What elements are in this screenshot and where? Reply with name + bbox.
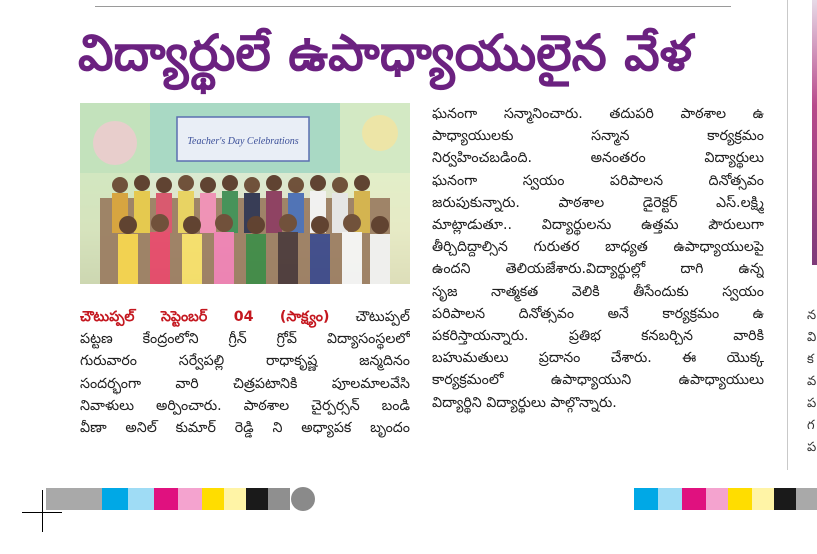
article-line: బహుమతులు ప్రదానం చేశారు. ఈ యొక్క xyxy=(432,350,764,367)
fragment-char: ప xyxy=(807,396,817,411)
adjacent-column-fragment xyxy=(807,305,817,459)
dateline: చౌటుప్పల్ సెప్టెంబర్ 04 (సాక్ష్యం) xyxy=(80,309,330,325)
swatch-yellow xyxy=(728,488,752,510)
swatch-gray xyxy=(796,488,817,510)
fragment-char: న xyxy=(807,308,817,323)
article-body-left xyxy=(80,306,410,439)
swatch-light-cyan xyxy=(658,488,682,510)
swatch-cyan xyxy=(634,488,658,510)
article-line: తీర్చిదిద్దాల్సిన గురుతర బాధ్యత ఉపాధ్యాయులపై xyxy=(432,239,764,256)
article-line: పకరిస్తాయన్నారు. ప్రతిభ కనబర్చిన వారికి xyxy=(432,328,764,345)
article-line: గురువారం సర్వేపల్లి రాధాకృష్ణ జన్మదినం xyxy=(80,353,410,370)
swatch-gray xyxy=(46,488,102,510)
fragment-char: వి xyxy=(807,330,817,345)
article-line: కార్యక్రమంలో ఉపాధ్యాయుని ఉపాధ్యాయులు xyxy=(432,372,764,389)
article-line: పాధ్యాయులకు సన్మాన కార్యక్రమం xyxy=(432,128,764,145)
color-bar-right xyxy=(634,488,817,510)
color-bar-left xyxy=(46,488,290,510)
fragment-char: గ xyxy=(807,418,815,433)
registration-dot xyxy=(291,487,315,511)
fragment-char: వ xyxy=(807,374,817,389)
fragment-char: క xyxy=(807,352,814,367)
swatch-light-magenta xyxy=(178,488,202,510)
swatch-light-yellow xyxy=(224,488,246,510)
swatch-cyan xyxy=(102,488,128,510)
article-line: ఘనంగా స్వయం పరిపాలన దినోత్సవం xyxy=(432,172,764,189)
article-line: పట్టణ కేంద్రంలోని గ్రీన్ గ్రోవ్ విద్యాసంస్థలలో xyxy=(80,331,410,348)
swatch-light-cyan xyxy=(128,488,154,510)
crop-mark-vertical xyxy=(42,490,43,532)
article-line: నివాళులు అర్పించారు. పాఠశాల చైర్పర్సన్ బండి xyxy=(80,397,410,414)
swatch-light-magenta xyxy=(706,488,728,510)
article-line: చౌటుప్పల్ xyxy=(355,309,410,325)
swatch-mid-gray xyxy=(268,488,290,510)
group-photo-illustration xyxy=(80,103,410,284)
article-line: మాట్లాడుతూ.. విద్యార్థులను ఉత్తమ పౌరులుగా xyxy=(432,217,764,234)
article-first-line xyxy=(80,306,410,328)
swatch-yellow xyxy=(202,488,224,510)
photo-banner-text: Teacher's Day Celebrations xyxy=(187,136,299,147)
article-line: పరిపాలన దినోత్సవం అనే కార్యక్రమం ఉ xyxy=(432,305,764,322)
article-line: ఘనంగా సన్మానించారు. తదుపరి పాఠశాల ఉ xyxy=(432,106,764,122)
article-line: నిర్వహించబడింది. అనంతరం విద్యార్థులు xyxy=(432,150,764,167)
article-line: ఉందని తెలియజేశారు.విద్యార్థుల్లో దాగి ఉన్న xyxy=(432,261,764,278)
swatch-black xyxy=(774,488,796,510)
swatch-light-yellow xyxy=(752,488,774,510)
swatch-black xyxy=(246,488,268,510)
fragment-char: ప xyxy=(807,440,817,455)
article-line: జరుపుకున్నారు. పాఠశాల డైరెక్టర్ ఎస్.లక్ష్మి xyxy=(432,194,764,211)
top-rule xyxy=(95,6,731,7)
adjacent-article-photo-edge xyxy=(812,0,817,265)
column-divider xyxy=(787,0,788,470)
article-photo xyxy=(80,103,410,284)
article-line: సందర్భంగా వారి చిత్రపటానికి పూలమాలవేసి xyxy=(80,375,410,392)
article-line: విద్యార్థిని విద్యార్థులు పాల్గొన్నారు. xyxy=(432,394,617,411)
article-line: సృజ నాత్మకత వెలికి తీసేందుకు స్వయం xyxy=(432,283,764,300)
article-body-right xyxy=(432,103,764,414)
article-line: వీణా అనిల్ కుమార్ రెడ్డి ని అధ్యాపక బృందం xyxy=(80,420,410,437)
swatch-magenta xyxy=(682,488,706,510)
swatch-magenta xyxy=(154,488,178,510)
headline: విద్యార్థులే ఉపాధ్యాయులైన వేళ xyxy=(78,24,692,82)
